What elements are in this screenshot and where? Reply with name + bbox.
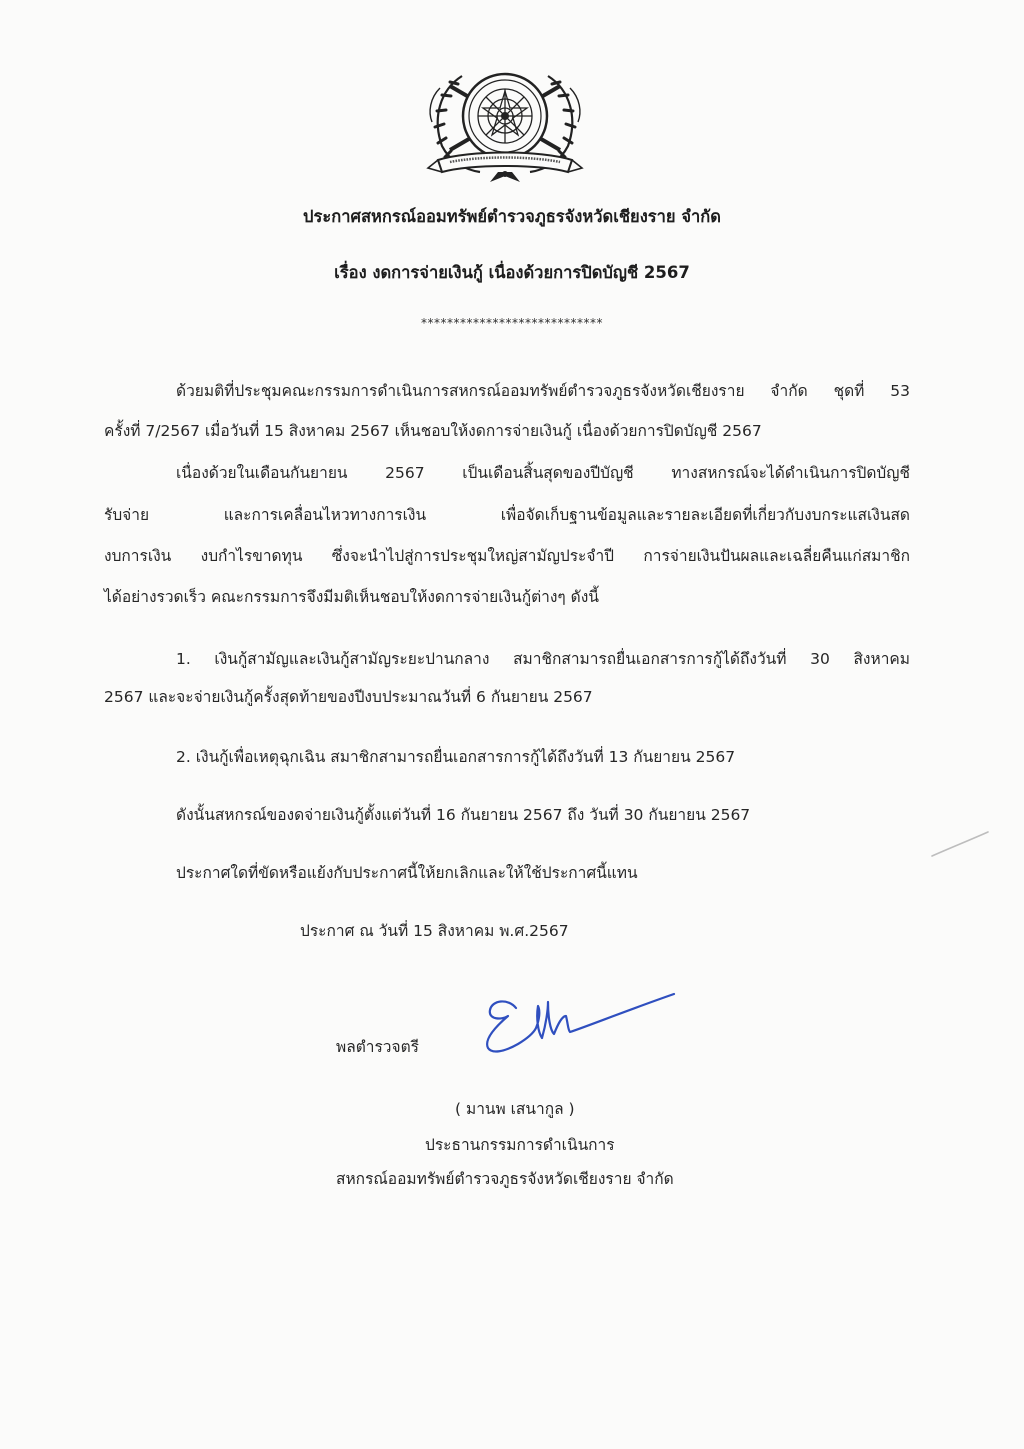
signatory-rank: พลตำรวจตรี (336, 1038, 419, 1056)
paragraph-4: ประกาศใดที่ขัดหรือแย้งกับประกาศนี้ให้ยกเลิกและให้ใช้ประกาศนี้แทน (176, 864, 638, 882)
stray-pen-mark (930, 830, 990, 858)
announcement-subject: เรื่อง งดการจ่ายเงินกู้ เนื่องด้วยการปิดบัญชี 2567 (334, 263, 690, 282)
paragraph-1-line-1: ด้วยมติที่ประชุมคณะกรรมการดำเนินการสหกรณ์ออมทรัพย์ตำรวจภูธรจังหวัดเชียงราย จำกัด ชุดที่ 53 (176, 382, 910, 400)
signatory-organization: สหกรณ์ออมทรัพย์ตำรวจภูธรจังหวัดเชียงราย จำกัด (336, 1170, 674, 1188)
paragraph-2-line-4: ได้อย่างรวดเร็ว คณะกรรมการจึงมีมติเห็นชอบให้งดการจ่ายเงินกู้ต่างๆ ดังนี้ (104, 588, 599, 606)
announcement-title: ประกาศสหกรณ์ออมทรัพย์ตำรวจภูธรจังหวัดเชียงราย จำกัด (303, 207, 721, 226)
list-item-1-line-1: 1. เงินกู้สามัญและเงินกู้สามัญระยะปานกลาง สมาชิกสามารถยื่นเอกสารการกู้ได้ถึงวันที่ 30 สิงหาคม (176, 650, 910, 668)
signatory-position: ประธานกรรมการดำเนินการ (425, 1136, 615, 1154)
handwritten-signature (478, 988, 683, 1060)
paragraph-3: ดังนั้นสหกรณ์ของดจ่ายเงินกู้ตั้งแต่วันที่ 16 กันยายน 2567 ถึง วันที่ 30 กันยายน 2567 (176, 806, 751, 824)
signatory-name: ( มานพ เสนากูล ) (455, 1100, 575, 1118)
paragraph-2-line-1: เนื่องด้วยในเดือนกันยายน 2567 เป็นเดือนสิ้นสุดของปีบัญชี ทางสหกรณ์จะได้ดำเนินการปิดบัญชี (176, 464, 910, 482)
paragraph-2-line-2: รับจ่าย และการเคลื่อนไหวทางการเงิน เพื่อจัดเก็บฐานข้อมูลและรายละเอียดที่เกี่ยวกับงบกระแสเงินสด (104, 506, 910, 524)
paragraph-1-line-2: ครั้งที่ 7/2567 เมื่อวันที่ 15 สิงหาคม 2567 เห็นชอบให้งดการจ่ายเงินกู้ เนื่องด้วยการปิดบัญชี 2567 (104, 422, 762, 440)
separator-stars: **************************** (421, 316, 603, 330)
list-item-1-line-2: 2567 และจะจ่ายเงินกู้ครั้งสุดท้ายของปีงบประมาณวันที่ 6 กันยายน 2567 (104, 688, 593, 706)
paragraph-2-line-3: งบการเงิน งบกำไรขาดทุน ซึ่งจะนำไปสู่การประชุมใหญ่สามัญประจำปี การจ่ายเงินปันผลและเฉลี่ยคืนแก่สมาชิก (104, 547, 910, 565)
announcement-date: ประกาศ ณ วันที่ 15 สิงหาคม พ.ศ.2567 (300, 922, 569, 940)
list-item-2: 2. เงินกู้เพื่อเหตุฉุกเฉิน สมาชิกสามารถยื่นเอกสารการกู้ได้ถึงวันที่ 13 กันยายน 2567 (176, 748, 736, 766)
cooperative-seal-logo (420, 58, 590, 186)
